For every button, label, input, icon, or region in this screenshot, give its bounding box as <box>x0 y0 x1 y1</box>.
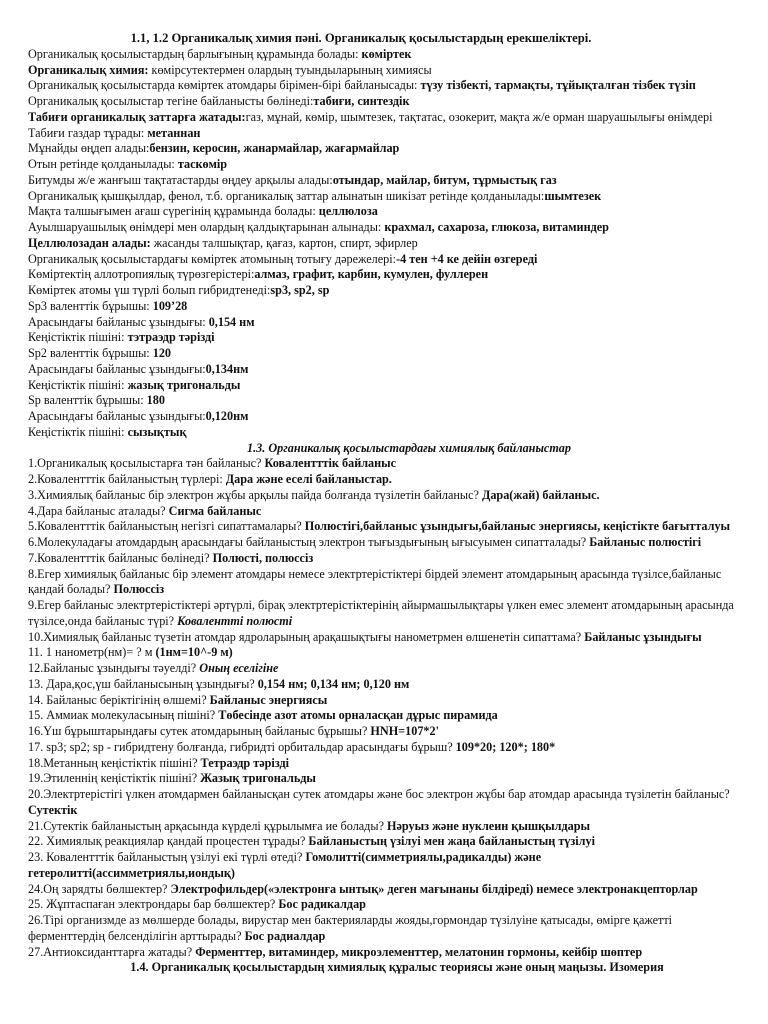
question-text: 17. sp3; sp2; sp - гибридтену болғанда, гибридті орбитальдар арасындағы бұрыш? <box>28 739 456 754</box>
question-line <box>28 897 750 913</box>
question-line <box>28 110 750 126</box>
question-text: Арасындағы байланыс ұзындығы: <box>28 409 206 423</box>
question-line <box>28 299 750 315</box>
question-text: 26.Тірі организмде аз мөлшерде болады, вирустар мен бактерияларды жояды,гормондар түзілуіне қатысады, өмірге қажетті ферменттердің белсенділігін арттырады? <box>28 913 673 943</box>
answer-text: Гомолитті(симметриялы,радикалды) және гетеролитті(ассимметриялы,иондық) <box>28 850 542 880</box>
question-line <box>28 787 750 819</box>
question-line <box>28 78 750 94</box>
question-text: Органикалық қышқылдар, фенол, т.б. органикалық заттар алынатын шикізат ретінде қолданылады: <box>28 188 545 203</box>
answer-text: 180 <box>146 393 165 408</box>
answer-text: HNH=107*2' <box>370 724 439 738</box>
question-text: Табиғи газдар тұрады: <box>28 125 148 140</box>
answer-text: бензин, керосин, жанармайлар, жағармайлар <box>149 141 400 156</box>
question-text: 21.Сутектік байланыстың арқасында күрделі құрылымға ие болады? <box>28 818 388 833</box>
question-line <box>28 945 750 961</box>
question-text: Органикалық химия: <box>28 62 152 77</box>
question-text: Органикалық қосылыстардың барлығының құрамында болады: <box>28 46 362 61</box>
question-text: Арасындағы байланыс ұзындығы: <box>28 361 206 376</box>
question-line <box>28 488 750 504</box>
question-text: 5.Ковалентттік байланыстың негізгі сипаттамалары? <box>28 519 305 534</box>
question-line <box>28 756 750 772</box>
question-text: 13. Дара,қос,үш байланысының ұзындығы? <box>28 676 258 691</box>
question-text: Битумды ж/е жанғыш тақтатастарды өңдеу арқылы алады: <box>28 172 333 187</box>
answer-text: жасанды талшықтар, қағаз, картон, спирт, эфирлер <box>153 235 418 250</box>
question-text: Кеңістіктік пішіні: <box>28 377 128 392</box>
question-text: 24.Оң зарядты бөлшектер? <box>28 881 171 896</box>
question-line <box>28 598 750 630</box>
question-text: Арасындағы байланыс ұзындығы: <box>28 314 209 329</box>
question-text: Органикалық қосылыстарда көміртек атомдары бірімен-бірі байланысады: <box>28 78 421 93</box>
question-line <box>28 724 750 740</box>
question-text: Sp валенттік бұрышы: <box>28 393 147 408</box>
answer-text: Ковалентті полюсті <box>177 613 293 628</box>
question-text: 3.Химиялық байланыс бір электрон жұбы арқылы пайда болғанда түзілетін байланыс? <box>28 487 482 502</box>
question-text: 25. Жұптаспаған электрондары бар бөлшектер? <box>28 897 279 912</box>
question-line <box>28 315 750 331</box>
question-line <box>28 204 750 220</box>
answer-text: Дара(жай) байланыс. <box>481 487 600 502</box>
answer-text: Ферменттер, витаминдер, микроэлементтер, мелатонин гормоны, кейбір шөптер <box>195 944 643 959</box>
question-line <box>28 63 750 79</box>
answer-text: целлюлоза <box>318 204 378 219</box>
answer-text: алмаз, графит, карбин, кумулен, фуллерен <box>254 267 489 282</box>
question-text: Көміртек атомы үш түрлі болып гибридтенеді: <box>28 283 271 297</box>
question-line <box>28 189 750 205</box>
question-text: 6.Молекуладағы атомдардың арасындағы байланыстың электрон тығыздығының ығысуымен сипатталады? <box>28 535 590 549</box>
answer-text: Тетраэдр тәрізді <box>200 755 290 770</box>
question-line <box>28 267 750 283</box>
answer-text: метаннан <box>147 125 201 140</box>
answer-text: Дара және еселі байланыстар. <box>225 472 392 486</box>
question-text: Целлюлозадан алады: <box>28 235 154 250</box>
question-text: 23. Ковалентттік байланыстың үзілуі екі түрлі өтеді? <box>28 850 306 864</box>
question-line <box>28 850 750 882</box>
question-text: 20.Электртерістігі үлкен атомдармен байланысқан сутек атомдары және бос электрон жұбы бар атомдар арасында түзілетін байланыс? <box>28 787 730 801</box>
answer-text: отындар, майлар, битум, тұрмыстық газ <box>332 172 557 187</box>
answer-text: түзу тізбекті, тармақты, тұйықталған тізбек түзіп <box>420 78 696 93</box>
answer-text: таскөмір <box>177 157 228 171</box>
question-line <box>28 519 750 535</box>
question-line <box>28 126 750 142</box>
question-line <box>28 283 750 299</box>
document-page <box>28 31 750 976</box>
answer-text: Жазық тригональды <box>200 771 316 786</box>
question-line <box>28 771 750 787</box>
answer-text: табиғи, синтездік <box>313 94 410 108</box>
question-text: Sp2 валенттік бұрышы: <box>28 346 153 360</box>
subsection-heading: 1.3. Органикалық қосылыстардағы химиялық байланыстар <box>247 440 571 455</box>
answer-text: Полюссіз <box>113 582 165 597</box>
question-line <box>28 173 750 189</box>
answer-text: 0,134нм <box>205 361 249 376</box>
question-line <box>28 819 750 835</box>
section-heading: 1.1, 1.2 Органикалық химия пәні. Органикалық қосылыстардың ерекшеліктері. <box>130 31 592 45</box>
question-line <box>28 693 750 709</box>
question-text: 15. Аммиак молекуласының пішіні? <box>28 708 219 723</box>
answer-text: Төбесінде азот атомы орналасқан дұрыс пирамида <box>218 708 498 723</box>
answer-text: Байланыстың үзілуі мен жаңа байланыстың түзілуі <box>308 834 596 849</box>
question-text: 1.Органикалық қосылыстарға тән байланыс? <box>28 456 265 471</box>
answer-text: тэтраэдр тәрізді <box>127 330 215 345</box>
answer-text: (1нм=10^-9 м) <box>155 645 233 660</box>
question-line <box>28 362 750 378</box>
question-text: Көміртектің аллотропиялық түрөзгерістері: <box>28 267 255 282</box>
question-text: Органикалық қосылыстардағы көміртек атомының тотығу дәрежелері: <box>28 251 397 266</box>
question-line <box>28 913 750 945</box>
question-line <box>28 551 750 567</box>
question-text: Органикалық қосылыстар тегіне байланысты бөлінеді: <box>28 94 314 108</box>
question-line <box>28 425 750 441</box>
question-line <box>28 472 750 488</box>
question-text: 12.Байланыс ұзындығы тәуелді? <box>28 661 200 675</box>
question-line <box>28 567 750 599</box>
question-line <box>28 456 750 472</box>
question-line <box>28 630 750 646</box>
answer-text: газ, мұнай, көмір, шымтезек, тақтатас, озокерит, мақта ж/е орман шаруашылығы өнімдері <box>245 109 713 124</box>
question-line <box>28 834 750 850</box>
question-text: 7.Ковалентттік байланыс бөлінеді? <box>28 550 213 565</box>
answer-text: -4 тен +4 ке дейін өзгереді <box>396 251 538 266</box>
answer-text: сызықтық <box>127 424 187 439</box>
question-text: 9.Егер байланыс электртерістіктері әртүрлі, бірақ электртерістіктерінің айырмашылықтары үлкен емес элемент атомдарының арасында түзілсе,онда байланыс түрі? <box>28 598 734 628</box>
question-text: 16.Үш бұрыштарындағы сутек атомдарының байланыс бұрышы? <box>28 724 371 738</box>
question-text: 18.Метанның кеңістіктік пішіні? <box>28 755 201 770</box>
answer-text: Байланыс полюстігі <box>589 535 702 549</box>
question-line <box>28 645 750 661</box>
question-text: 14. Байланыс беріктігінің өлшемі? <box>28 692 210 707</box>
question-text: 11. 1 нанометр(нм)= ? м <box>28 645 156 660</box>
question-line <box>28 252 750 268</box>
question-text: Кеңістіктік пішіні: <box>28 424 128 439</box>
answer-text: 0,154 нм; 0,134 нм; 0,120 нм <box>257 676 410 691</box>
question-line <box>28 330 750 346</box>
question-line <box>28 504 750 520</box>
question-text: Мұнайды өңдеп алады: <box>28 141 150 156</box>
answer-text: көмірсутектермен олардың туындыларының химиясы <box>151 62 432 77</box>
answer-text: Электрофильдер(«электронға ынтық» деген мағынаны білдіреді) немесе электронакцепторлар <box>170 881 698 896</box>
question-text: 2.Ковалентттік байланыстың түрлері: <box>28 472 226 486</box>
question-text: Ауылшаруашылық өнімдері мен олардың қалдықтарынан алынады: <box>28 220 385 234</box>
answer-text: 120 <box>152 346 172 360</box>
answer-text: sp3, sp2, sp <box>270 283 330 297</box>
question-line <box>28 535 750 551</box>
answer-text: шымтезек <box>544 188 602 203</box>
question-line <box>28 378 750 394</box>
question-line <box>28 94 750 110</box>
answer-text: Сигма байланыс <box>168 503 262 518</box>
question-line <box>28 236 750 252</box>
question-line <box>28 740 750 756</box>
answer-text: Полюстігі,байланыс ұзындығы,байланыс энергиясы, кеңістікте бағытталуы <box>304 519 731 534</box>
next-section-heading: 1.4. Органикалық қосылыстардың химиялық құралыс теориясы және оның маңызы. Изомерия <box>130 960 664 975</box>
question-text: 8.Егер химиялық байланыс бір элемент атомдары немесе электртерістіктері бірдей элемент атомдарының арасында түзілсе,байланыс қандай болады? <box>28 566 722 597</box>
question-line <box>28 882 750 898</box>
answer-text: Бос радиалдар <box>244 928 326 943</box>
question-text: 19.Этиленнің кеңістіктік пішіні? <box>28 771 201 786</box>
answer-text: Бос радикалдар <box>278 897 366 912</box>
question-text: Отын ретінде қолданылады: <box>28 157 178 171</box>
question-line <box>28 47 750 63</box>
answer-text: көміртек <box>361 46 412 61</box>
answer-text: жазық тригональды <box>127 377 241 392</box>
question-text: 4.Дара байланыс аталады? <box>28 503 169 518</box>
question-line <box>28 393 750 409</box>
question-text: 22. Химиялық реакциялар қандай процестен тұрады? <box>28 834 309 849</box>
answer-text: Байланыс ұзындығы <box>584 629 702 644</box>
question-line <box>28 220 750 236</box>
answer-text: Сутектік <box>28 802 78 817</box>
answer-text: крахмал, сахароза, глюкоза, витаминдер <box>384 220 609 234</box>
question-line <box>28 141 750 157</box>
question-line <box>28 157 750 173</box>
answer-text: Байланыс энергиясы <box>209 692 328 707</box>
question-line <box>28 409 750 425</box>
answer-text: Ковалентттік байланыс <box>264 456 397 471</box>
answer-text: 109*20; 120*; 180* <box>455 739 556 754</box>
question-text: 27.Антиоксиданттарға жатады? <box>28 944 196 959</box>
question-line <box>28 677 750 693</box>
answer-text: Нәруыз және нуклеин қышқылдары <box>387 818 591 833</box>
question-text: Sp3 валенттік бұрышы: <box>28 298 153 313</box>
answer-text: 0,120нм <box>205 409 249 423</box>
question-text: Кеңістіктік пішіні: <box>28 330 128 345</box>
question-text: Табиғи органикалық заттарға жатады: <box>28 109 246 124</box>
question-line <box>28 661 750 677</box>
answer-text: 109’28 <box>152 298 188 313</box>
question-text: Мақта талшығымен ағаш сүрегінің құрамында болады: <box>28 204 319 219</box>
question-line <box>28 708 750 724</box>
question-line <box>28 346 750 362</box>
answer-text: Полюсті, полюссіз <box>212 550 314 565</box>
answer-text: 0,154 нм <box>208 314 255 329</box>
question-text: 10.Химиялық байланыс түзетін атомдар ядроларының арақашықтығы нанометрмен өлшенетін сипаттама? <box>28 629 585 644</box>
answer-text: Оның еселігіне <box>199 661 279 675</box>
